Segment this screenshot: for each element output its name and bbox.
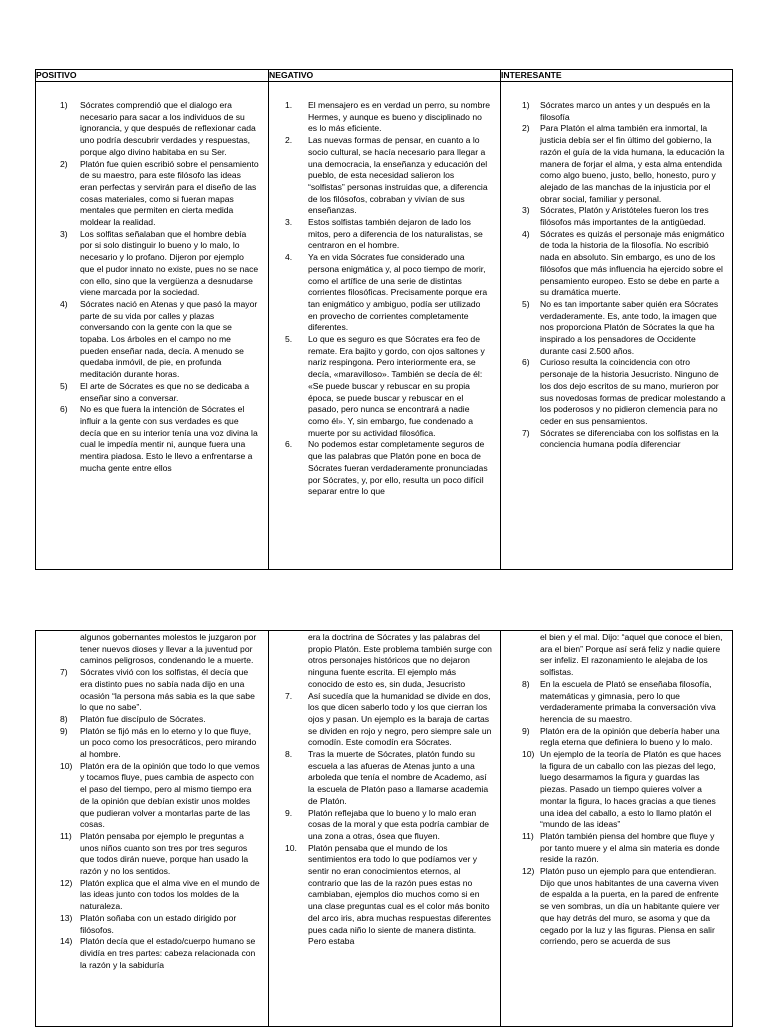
- list-item-text: Lo que es seguro es que Sócrates era feo de remate. Era bajito y gordo, con ojos saltones y nariz respingona. Pero interiormente era, se decía, «maravilloso». También se decía de él: «Se puede buscar y rebuscar en su propia época, se puede buscar y rebuscar en el pasado, pero nunca se encontrará a nadie como él». Y, sin embargo, fue condenado a muerte por su actividad filosófica.: [308, 334, 485, 438]
- list-item-text: En la escuela de Plató se enseñaba filosofía, matemáticas y gimnasia, pero lo que verdaderamente primaba la conversación viva herencia de su maestro.: [540, 678, 716, 724]
- list-item: [60, 667, 260, 714]
- list-item: [522, 357, 726, 427]
- list-item-number: 9): [60, 725, 68, 736]
- content-row: [36, 82, 733, 570]
- list-item-number: 13): [60, 912, 73, 923]
- list-item-number: 12): [60, 877, 73, 888]
- list-item-number: 11): [522, 830, 534, 841]
- list-item: [522, 299, 726, 358]
- negativo-list: [285, 100, 492, 498]
- list-item: [285, 439, 492, 498]
- list-item: [522, 866, 726, 948]
- header-negativo: NEGATIVO: [269, 70, 501, 82]
- top-table: [35, 69, 733, 570]
- list-item-number: 7.: [285, 690, 293, 701]
- list-item: [285, 217, 492, 252]
- list-item-number: 5.: [285, 334, 293, 345]
- list-item-text: Estos solfistas también dejaron de lado los mitos, pero a diferencia de los naturalistas, se centraron en el hombre.: [308, 217, 483, 251]
- list-item-text: Platón decía que el estado/cuerpo humano se dividía en tres partes: cabeza relacionada con la razón y la sabiduría: [80, 936, 256, 970]
- list-item-text: Platón puso un ejemplo para que entendieran. Dijo que unos habitantes de una caverna viven de espalda a la puerta, en la pared de enfrente se ven sombras, un día un habitante quiere ver que hay detrás del muro, se asoma y que da cegado por la luz y las figuras. Piensa en salir corriendo, pero se acuerda de sus: [540, 866, 720, 947]
- list-item: [522, 123, 726, 205]
- list-item-text: Las nuevas formas de pensar, en cuanto a lo socio cultural, se hacía necesario para llegar a una democracia, la enseñanza y educación del pueblo, de esta necesidad salieron los “solfistas” personas instruidas que, a diferencia de los filósofos, cobraban y vivían de sus enseñanzas.: [308, 135, 488, 216]
- list-item-number: 7): [60, 667, 68, 678]
- list-item-text: No podemos estar completamente seguros de que las palabras que Platón pone en boca de Sócrates fueran verdaderamente pronunciadas por Sócrates, y, por ello, resulta un poco difícil separar entre lo que: [308, 439, 488, 497]
- positivo-cell: [36, 82, 269, 570]
- list-item-text: Para Platón el alma también era inmortal, la justicia debía ser el fin último del gobierno, la razón el guía de la vida humana, la educación la manera de forjar el alma, y esta alma entendida como algo bueno, justo, bello, honesto, puro y alejado de las manchas de la injusticia por el obrar social, familiar y personal.: [540, 123, 725, 204]
- list-item: [60, 913, 260, 936]
- list-item-number: 8.: [285, 749, 293, 760]
- list-item: [285, 100, 492, 135]
- list-item: [60, 878, 260, 913]
- list-item: [285, 135, 492, 217]
- list-item-text: Los solfitas señalaban que el hombre debía por si solo distinguir lo bueno y lo malo, lo necesario y lo profano. Dijeron por ejemplo que el pudor innato no existe, pues no se nace con ello, sino que la vergüenza a desnudarse viene marcada por la sociedad.: [80, 228, 259, 298]
- list-item-text: Sócrates marco un antes y un después en la filosofía: [540, 100, 711, 122]
- list-item: [60, 714, 260, 726]
- list-item-text: Curioso resulta la coincidencia con otro personaje de la historia Jesucristo. Ninguno de los dos dejo escritos de su mano, murieron por sus novedosas formas de predicar molestando a los poderosos y no pidieron clemencia para no ceder en sus pensamientos.: [540, 357, 726, 426]
- list-item-number: 2.: [285, 135, 293, 146]
- list-item: [522, 428, 726, 451]
- list-item-number: 3.: [285, 217, 293, 228]
- list-item-text: El mensajero es en verdad un perro, su nombre Hermes, y aunque es bueno y disciplinado no es lo más eficiente.: [308, 100, 491, 134]
- list-item-text: Platón reflejaba que lo bueno y lo malo eran cosas de la moral y que esta podría cambiar de una zona a otras, ósea que fluyen.: [308, 807, 490, 841]
- list-item-number: 2): [522, 123, 530, 134]
- list-item: [60, 726, 260, 761]
- list-item: [522, 229, 726, 299]
- list-item-number: 4.: [285, 252, 293, 263]
- list-item: [60, 404, 260, 474]
- list-item-number: 10): [522, 749, 535, 760]
- list-item-text: Un ejemplo de la teoría de Platón es que haces la figura de un caballo con las piezas del lego, luego desarmamos la figura y guardas las piezas. Pasado un tiempo quieres volver a montar la figura, lo haces gracias a que tienes una idea del caballo, a esto lo llamo platón el “mundo de las ideas”: [540, 749, 722, 830]
- list-item: [60, 100, 260, 159]
- list-item-text: Platón soñaba con un estado dirigido por filósofos.: [80, 912, 237, 935]
- list-item: [60, 831, 260, 878]
- list-item-text: Platón se fijó más en lo eterno y lo que fluye, un poco como los presocráticos, pero mirando al hombre.: [80, 725, 257, 760]
- list-item-number: 5): [60, 380, 68, 391]
- list-item-text: Platón explica que el alma vive en el mundo de las ideas junto con todos los moldes de la naturaleza.: [80, 877, 260, 912]
- list-item-number: 4): [522, 228, 530, 239]
- positivo-list: [60, 100, 260, 475]
- interesante-cell-cont: [501, 631, 733, 1027]
- list-item-number: 3): [60, 228, 68, 239]
- header-interesante: INTERESANTE: [501, 70, 733, 82]
- list-item-text: Platón era de la opinión que todo lo que vemos y tocamos fluye, pues cambia de aspecto con el paso del tiempo, pero al mismo tiempo era de la opinión que debían existir unos moldes que pudieran volver a montarlas parte de las cosas.: [80, 760, 260, 830]
- list-item-number: 5): [522, 298, 530, 309]
- list-item-text: Tras la muerte de Sócrates, platón fundo su escuela a las afueras de Atenas junto a una arboleda que tenía el nombre de Academo, así la escuela de Platón paso a llamarse academia de Platón.: [308, 749, 489, 806]
- list-item-number: 1): [60, 100, 68, 110]
- list-item-text: Sócrates vivió con los solfistas, él decía que era distinto pues no sabía nada dijo en una ocasión “la persona más sabia es la que sabe lo que no sabe”.: [80, 667, 255, 713]
- list-item: [60, 381, 260, 404]
- list-item-number: 9): [522, 725, 530, 736]
- list-item-number: 6): [60, 404, 68, 415]
- header-positivo: POSITIVO: [36, 70, 269, 82]
- list-item-text: Sócrates, Platón y Aristóteles fueron los tres filósofos más importantes de la antigüedad.: [540, 205, 709, 228]
- list-item-number: 8): [60, 713, 68, 724]
- list-item-text: Platón era de la opinión que debería haber una regla eterna que definiera lo bueno y lo malo.: [540, 725, 720, 748]
- list-item-text: El arte de Sócrates es que no se dedicaba a enseñar sino a conversar.: [80, 380, 250, 403]
- list-item-number: 8): [522, 678, 530, 689]
- list-item-text: Así sucedía que la humanidad se divide en dos, los que dicen saberlo todo y los que cierran los ojos y pasan. Un ejemplo es la baraja de cartas se dividen en rojo y negro, pero siempre sale un comodín. Este comodín era Sócrates.: [308, 690, 492, 748]
- list-item: [285, 749, 492, 808]
- list-item-number: 9.: [285, 807, 293, 818]
- interesante-cell: [501, 82, 733, 570]
- bottom-table: [35, 630, 733, 1027]
- list-item: [285, 252, 492, 334]
- list-item-text: Sócrates es quizás el personaje más enigmático de toda la historia de la filosofía. No escribió nada en absoluto. Sin embargo, es uno de los filósofos que más influencia ha ejercido sobre el pensamiento europeo. Esto se debe en parte a su dramática muerte.: [540, 228, 725, 298]
- negativo-continuation: era la doctrina de Sócrates y las palabras del propio Platón. Este problema también surge con otros personajes históricos que no dejaron ninguna fuente escrita. El ejemplo más conocido de esto es, sin duda, Jesucristo: [308, 632, 492, 689]
- list-item-text: Sócrates nació en Atenas y que pasó la mayor parte de su vida por calles y plazas conversando con la gente con la que se topaba. Los árboles en el campo no me pueden enseñar nada, decía. A menudo se quedaba inmóvil, de pie, en profunda meditación durante horas.: [80, 298, 258, 380]
- list-item-number: 3): [522, 205, 530, 216]
- list-item-number: 10): [60, 760, 73, 771]
- list-item: [285, 808, 492, 843]
- list-item: [522, 726, 726, 749]
- list-item-number: 14): [60, 936, 73, 947]
- list-item-text: Ya en vida Sócrates fue considerado una persona enigmática y, al poco tiempo de morir, como el artífice de una serie de distintas corrientes filosóficas. Precisamente porque era tan enigmático y ambiguo, podía ser utilizado en provecho de corrientes completamente diferentes.: [308, 252, 488, 333]
- list-item: [285, 691, 492, 750]
- list-item: [60, 299, 260, 381]
- negativo-cell: [269, 82, 501, 570]
- positivo-continuation: algunos gobernantes molestos le juzgaron por tener nuevos dioses y llevar a la juventud por caminos peligrosos, condenando le a muerte.: [80, 632, 257, 666]
- list-item-text: No es que fuera la intención de Sócrates el influir a la gente con sus verdades es que decía que en su interior tenía una voz divina la cual le impedía mentir ni, aunque fuera una mentira piadosa. Esto le llevo a enfrentarse a mucha gente entre ellos: [80, 404, 258, 473]
- positivo-list-cont: [60, 667, 260, 971]
- list-item: [522, 749, 726, 831]
- list-item: [522, 100, 726, 123]
- list-item-number: 10.: [285, 842, 297, 853]
- list-item-text: Platón fue quien escribió sobre el pensamiento de su maestro, para este filósofo las ideas eran perfectas y servirán para el diseño de las cosas materiales, como si fueran mapas mentales que permiten en cierta medida moldear la realidad.: [80, 158, 259, 228]
- list-item-number: 1.: [285, 100, 293, 110]
- interesante-list: [522, 100, 726, 451]
- list-item-text: Platón también piensa del hombre que fluye y por tanto muere y el alma sin materia es donde reside la razón.: [540, 830, 720, 865]
- list-item: [60, 159, 260, 229]
- list-item: [522, 679, 726, 726]
- negativo-list-cont: [285, 691, 492, 948]
- list-item: [285, 843, 492, 948]
- interesante-continuation: el bien y el mal. Dijo: “aquel que conoce el bien, ara el bien” Porque así será feliz y nadie quiere ser infeliz. El razonamiento le alejaba de los solfistas.: [540, 632, 723, 678]
- list-item-text: Platón fue discípulo de Sócrates.: [80, 713, 206, 724]
- list-item-number: 2): [60, 158, 68, 169]
- list-item-number: 1): [522, 100, 530, 110]
- list-item-number: 6): [522, 357, 530, 368]
- list-item: [60, 936, 260, 971]
- list-item-number: 6.: [285, 439, 293, 450]
- list-item: [522, 831, 726, 866]
- list-item: [60, 229, 260, 299]
- list-item-number: 11): [60, 830, 72, 841]
- list-item-number: 12): [522, 866, 535, 877]
- list-item-number: 4): [60, 298, 68, 309]
- continuation-row: [36, 631, 733, 1027]
- list-item-text: Platón pensaba que el mundo de los sentimientos era todo lo que podíamos ver y sentir no eran conocimientos eternos, al contrario que las de la razón pues estas no cambiaban, ejemplos dio muchos como si en una clase preguntas cual es el color más bonito del arco iris, abra muchas respuestas diferentes pues cada niño lo siente de manera distinta. Pero estaba: [308, 842, 491, 947]
- list-item: [60, 761, 260, 831]
- list-item-number: 7): [522, 427, 530, 438]
- list-item: [522, 205, 726, 228]
- header-row: [36, 70, 733, 82]
- list-item-text: Sócrates se diferenciaba con los solfistas en la conciencia humana podía diferenciar: [540, 427, 719, 450]
- interesante-list-cont: [522, 679, 726, 948]
- negativo-cell-cont: [269, 631, 501, 1027]
- list-item-text: No es tan importante saber quién era Sócrates verdaderamente. Es, ante todo, la imagen que nos proporciona Platón de Sócrates la que ha inspirado a los pensadores de Occidente durante casi 2.500 años.: [540, 298, 719, 356]
- positivo-cell-cont: [36, 631, 269, 1027]
- list-item: [285, 334, 492, 439]
- list-item-text: Platón pensaba por ejemplo le preguntas a unos niños cuanto son tres por tres seguros que todos dirán nueve, porque han usado la razón y no los sentidos.: [80, 830, 249, 877]
- list-item-text: Sócrates comprendió que el dialogo era necesario para sacar a los individuos de su ignorancia, y que después de reflexionar cada uno podría descubrir verdades y respuestas, porque algo divino habitaba en su Ser.: [80, 100, 256, 157]
